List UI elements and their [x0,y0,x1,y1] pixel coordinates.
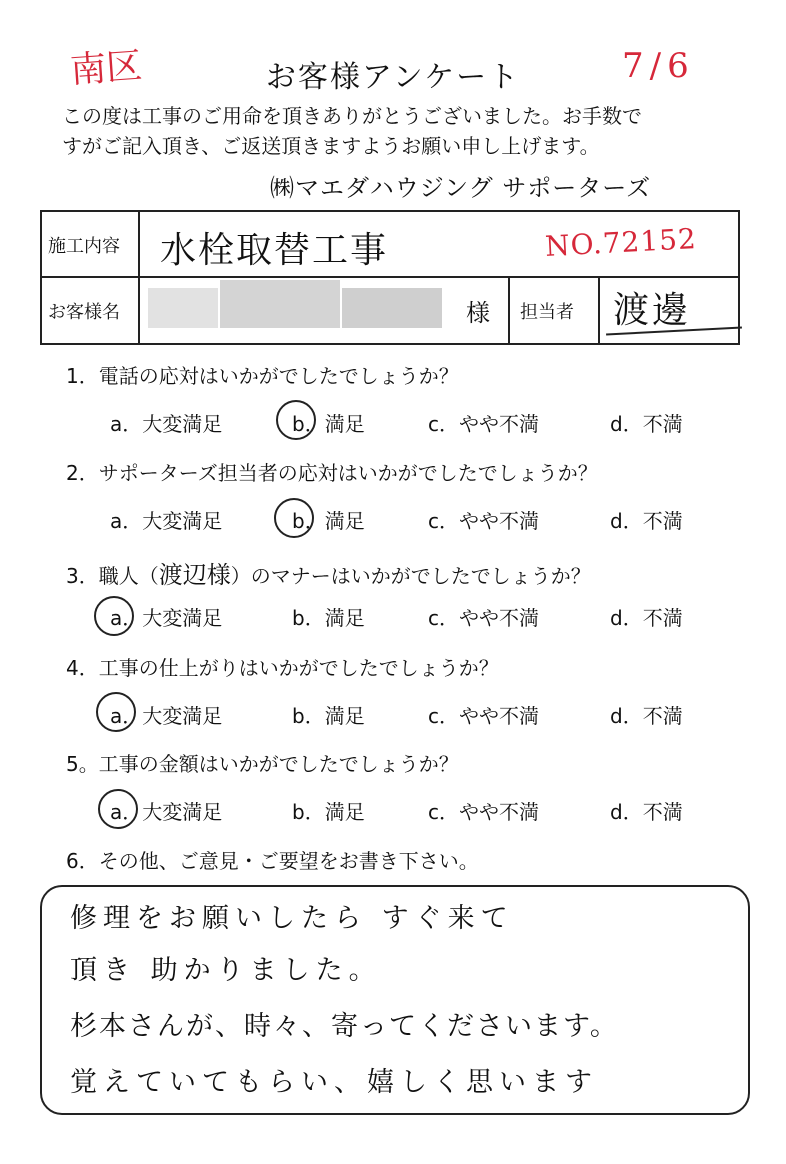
question-3-suffix: ）のマナーはいかがでしたでしょうか？ [230,564,591,588]
question-6: 6．その他、ご意見・ご要望をお書き下さい。 [66,849,479,873]
intro-line-2: すがご記入頂き、ご返送頂きますようお願い申し上げます。 [62,134,600,158]
date-mark: 7/6 [622,46,695,86]
customer-label: お客様名 [48,302,120,323]
q2-option-c[interactable]: c．やや不満 [428,509,539,533]
company-name: ㈱マエダハウジング サポーターズ [270,174,652,202]
redacted-name [342,288,442,328]
q3-option-a[interactable]: a．大変満足 [110,606,223,630]
q4-option-b[interactable]: b．満足 [292,704,365,728]
q5-option-d[interactable]: d．不満 [610,800,683,824]
q1-option-c[interactable]: c．やや不満 [428,412,539,436]
question-1: 1．電話の応対はいかがでしたでしょうか？ [66,364,459,388]
question-3 [66,555,591,590]
table-col-divider [508,276,510,345]
page-title: お客様アンケート [265,60,521,95]
question-4: 4．工事の仕上がりはいかがでしたでしょうか？ [66,656,499,680]
q3-option-b[interactable]: b．満足 [292,606,365,630]
q1-option-a[interactable]: a．大変満足 [110,412,223,436]
redacted-name [148,288,218,328]
selection-circle [96,692,136,732]
work-value: 水栓取替工事 [160,230,389,271]
comment-line: 頂き 助かりました。 [70,955,382,986]
comment-line: 修理をお願いしたら すぐ来て [70,903,514,934]
q5-option-b[interactable]: b．満足 [292,800,365,824]
q2-option-a[interactable]: a．大変満足 [110,509,223,533]
q4-option-c[interactable]: c．やや不満 [428,704,539,728]
q5-option-a[interactable]: a．大変満足 [110,800,223,824]
question-2: 2．サポーターズ担当者の応対はいかがでしたでしょうか？ [66,461,598,485]
table-row-divider [40,276,740,278]
comment-line: 杉本さんが、時々、寄ってくださいます。 [70,1011,619,1042]
table-col-divider [138,210,140,345]
work-label: 施工内容 [48,236,120,257]
question-3-craftsman: 渡辺様 [158,561,231,589]
table-col-divider [598,276,600,345]
intro-line-1: この度は工事のご用命を頂きありがとうございました。お手数で [62,104,642,128]
order-number: NO.72152 [544,222,698,263]
q4-option-d[interactable]: d．不満 [610,704,683,728]
q1-option-d[interactable]: d．不満 [610,412,683,436]
q4-option-a[interactable]: a．大変満足 [110,704,223,728]
staff-label: 担当者 [520,302,574,323]
selection-circle [274,498,314,538]
q5-option-c[interactable]: c．やや不満 [428,800,539,824]
selection-circle [94,596,134,636]
q3-option-d[interactable]: d．不満 [610,606,683,630]
selection-circle [276,400,316,440]
question-3-prefix: 3．職人（ [66,564,159,588]
question-5: 5。工事の金額はいかがでしたでしょうか？ [66,752,459,776]
area-mark: 南区 [68,45,144,92]
honorific: 様 [466,299,490,327]
selection-circle [98,789,138,829]
comment-line: 覚えていてもらい、嬉しく思います [70,1067,598,1098]
staff-value: 渡邊 [613,290,692,331]
q2-option-b[interactable]: b．満足 [292,509,365,533]
redacted-name [220,280,340,328]
q2-option-d[interactable]: d．不満 [610,509,683,533]
q3-option-c[interactable]: c．やや不満 [428,606,539,630]
q1-option-b[interactable]: b．満足 [292,412,365,436]
